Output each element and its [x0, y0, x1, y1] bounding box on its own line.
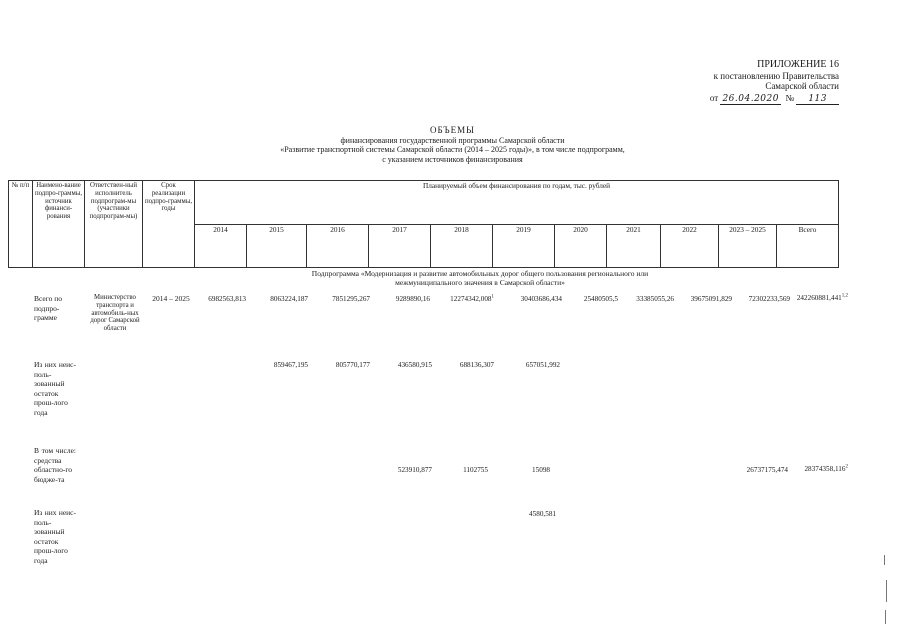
row-total-term: 2014 – 2025: [152, 294, 190, 303]
row-unused-1-name: Из них неис-поль-зованный остаток прош-лого года: [34, 360, 76, 417]
row-regional-2019: 15098: [532, 466, 550, 474]
row-total-2023-2025: 72302233,569: [748, 295, 790, 303]
header-year-2023-2025: 2023 – 2025: [719, 224, 777, 268]
row-total-2018: [432, 295, 494, 303]
row-total-2021: 33385055,26: [636, 295, 674, 303]
row-unused-2-2019: 4580,581: [529, 510, 556, 518]
row-total-2016: 7851295,267: [332, 295, 370, 303]
row-total-sum: [788, 294, 848, 302]
footnote-mark-1: 1: [491, 294, 494, 300]
appendix-title: ПРИЛОЖЕНИЕ 16: [757, 59, 839, 70]
scan-artifact-mark: [884, 555, 885, 565]
scan-artifact-mark: [885, 610, 886, 624]
footnote-mark-2: 2: [845, 464, 848, 470]
appendix-line-2: к постановлению Правительства: [713, 70, 839, 81]
row-regional-2018: 1102755: [463, 466, 488, 474]
header-name: Наимено-вание подпро-граммы, источник финанси-рования: [33, 181, 85, 268]
row-total-2019: 30403686,434: [520, 295, 562, 303]
appendix-block: [639, 60, 839, 104]
row-unused-2-name: Из них неис-поль-зованный остаток прош-лого года: [34, 508, 76, 565]
row-total-executor: Министерство транспорта и автомобиль-ных дорог Самарской области: [90, 294, 140, 333]
footnote-mark-1-2: 1,2: [841, 293, 848, 299]
financing-table: [8, 180, 839, 268]
subprogram-line-1: Подпрограмма «Модернизация и развитие автомобильных дорог общего пользования регионального или: [311, 269, 649, 278]
appendix-line-3: Самарской области: [765, 81, 839, 91]
handwritten-date: 26.04.2020: [722, 93, 779, 104]
scan-artifact-mark: [886, 580, 887, 602]
header-term: Срок реализации подпро-граммы, годы: [143, 181, 195, 268]
row-total-sum-value: 242260881,441: [796, 294, 842, 302]
row-regional-2023-2025: 26737175,474: [746, 466, 788, 474]
date-prefix: от: [709, 92, 719, 103]
title-line-2: «Развитие транспортной системы Самарской области (2014 – 2025 годы)», в том числе подпрограмм,: [280, 145, 625, 154]
row-unused-1-2018: 688136,307: [459, 361, 494, 369]
row-regional-2017: 523910,877: [397, 466, 432, 474]
header-planned-volume: Планируемый объем финансирования по годам, тыс. рублей: [195, 181, 839, 225]
header-total: Всего: [777, 224, 839, 268]
row-total-2018-value: 12274342,008: [450, 295, 492, 303]
header-executor: Ответствен-ный исполнитель подпрограм-мы (участники подпрограм-мы): [85, 181, 143, 268]
row-unused-1-2019: 657051,992: [525, 361, 560, 369]
header-year-2019: 2019: [493, 224, 555, 268]
title-line-3: с указанием источников финансирования: [382, 154, 523, 164]
row-unused-1-2016: 805770,177: [335, 361, 370, 369]
row-regional-name: В том числе: средства областно-го бюдже-та: [34, 446, 76, 484]
title-heading: ОБЪЕМЫ: [429, 125, 476, 135]
subprogram-title: [200, 270, 760, 287]
header-year-2022: 2022: [661, 224, 719, 268]
header-year-2021: 2021: [607, 224, 661, 268]
handwritten-number: 113: [796, 94, 839, 105]
header-year-2016: 2016: [307, 224, 369, 268]
header-year-2014: 2014: [195, 224, 247, 268]
document-title: [180, 126, 725, 164]
row-total-2015: 8063224,187: [270, 295, 308, 303]
row-regional-sum: [788, 465, 848, 473]
header-year-2015: 2015: [247, 224, 307, 268]
number-prefix: №: [785, 92, 795, 103]
row-total-2020: 25480505,5: [583, 295, 618, 303]
appendix-date-line: [639, 93, 839, 105]
header-number: № п/п: [9, 181, 33, 268]
header-year-2018: 2018: [431, 224, 493, 268]
row-total-2017: 9289890,16: [395, 295, 430, 303]
title-line-1: финансирования государственной программы Самарской области: [340, 135, 565, 145]
subprogram-line-2: межмуниципального значения в Самарской области»: [395, 277, 565, 287]
row-total-2022: 39675091,829: [690, 295, 732, 303]
row-unused-1-2017: 436580,915: [397, 361, 432, 369]
row-unused-1-2015: 859467,195: [273, 361, 308, 369]
row-total-name: Всего по подпро-грамме: [34, 294, 63, 322]
header-year-2020: 2020: [555, 224, 607, 268]
row-regional-sum-value: 28374358,116: [804, 465, 846, 473]
header-year-2017: 2017: [369, 224, 431, 268]
row-total-2014: 6982563,813: [208, 295, 246, 303]
